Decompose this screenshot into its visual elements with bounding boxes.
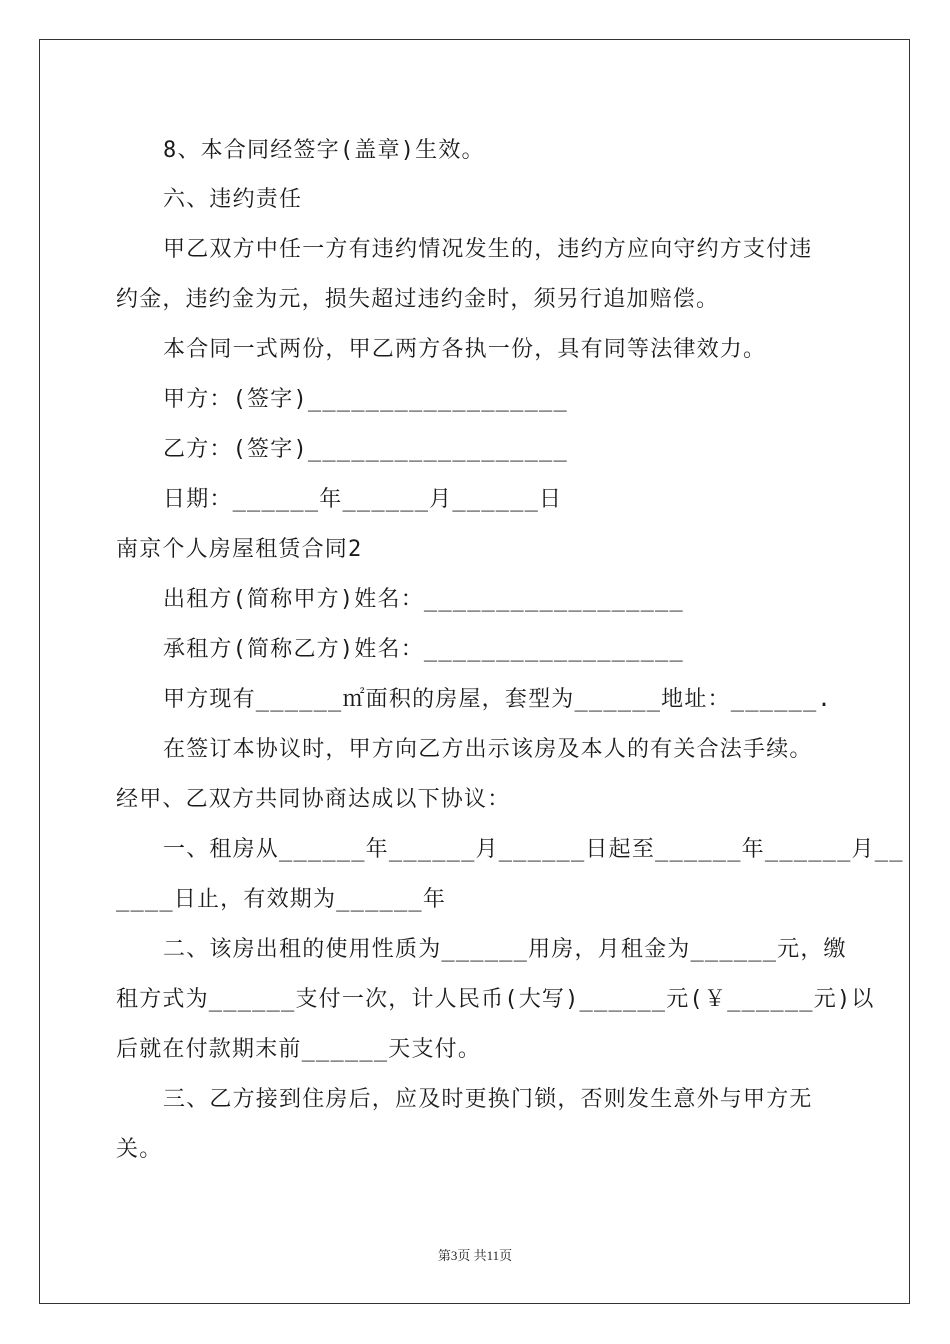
clause-1-line-2: ____日止，有效期为______年 <box>116 887 447 912</box>
clause-2-line-3: 后就在付款期末前______天支付。 <box>116 1037 482 1062</box>
contract-title: 南京个人房屋租赁合同2 <box>116 537 363 562</box>
section-heading-breach: 六、违约责任 <box>163 187 303 212</box>
clause-3-line-1: 三、乙方接到住房后，应及时更换门锁，否则发生意外与甲方无 <box>163 1087 813 1112</box>
lessor-name-line: 出租方(简称甲方)姓名：__________________ <box>163 587 684 612</box>
breach-paragraph-line-2: 约金，违约金为元，损失超过违约金时，须另行追加赔偿。 <box>116 287 720 312</box>
copies-line: 本合同一式两份，甲乙两方各执一份，具有同等法律效力。 <box>163 337 767 362</box>
page-number-footer: 第3页 共11页 <box>437 1248 513 1263</box>
agreement-intro-line-2: 经甲、乙双方共同协商达成以下协议： <box>116 787 511 812</box>
clause-3-line-2: 关。 <box>116 1137 163 1162</box>
date-line: 日期：______年______月______日 <box>163 487 563 512</box>
property-description-line: 甲方现有______㎡面积的房屋，套型为______地址：______. <box>163 687 832 712</box>
clause-8-line: 8、本合同经签字(盖章)生效。 <box>163 138 485 163</box>
clause-2-line-2: 租方式为______支付一次，计人民币(大写)______元(￥______元)以 <box>116 987 875 1012</box>
party-a-signature-line: 甲方：(签字)__________________ <box>163 387 568 412</box>
lessee-name-line: 承租方(简称乙方)姓名：__________________ <box>163 637 684 662</box>
clause-1-line-1: 一、租房从______年______月______日起至______年______月__ <box>163 837 904 862</box>
breach-paragraph-line-1: 甲乙双方中任一方有违约情况发生的，违约方应向守约方支付违 <box>163 237 813 262</box>
agreement-intro-line-1: 在签订本协议时，甲方向乙方出示该房及本人的有关合法手续。 <box>163 737 813 762</box>
clause-2-line-1: 二、该房出租的使用性质为______用房，月租金为______元，缴 <box>163 937 847 962</box>
party-b-signature-line: 乙方：(签字)__________________ <box>163 437 568 462</box>
